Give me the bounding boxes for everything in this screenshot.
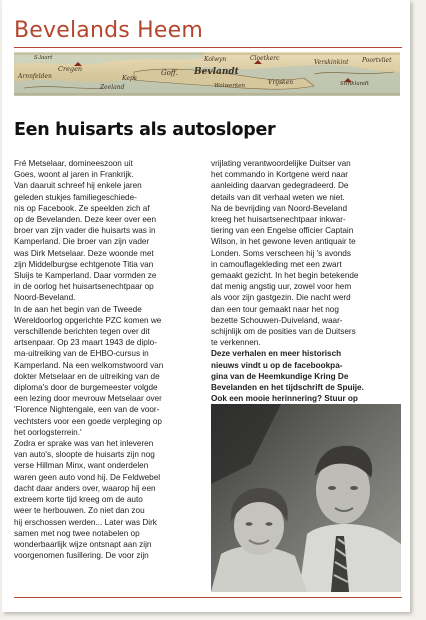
text-line: van auto's, sloopte de huisarts zijn nog: [14, 450, 155, 460]
text-line: als voor zijn gastgezin. Die nacht werd: [211, 293, 351, 303]
article-headline: Een huisarts als autosloper: [14, 120, 276, 140]
notice-line: Ook een mooie herinnering? Stuur op: [211, 394, 358, 404]
text-line: Fré Metselaar, domineeszoon uit: [14, 159, 133, 168]
text-line: dan een tour gemaakt naar het nog: [211, 304, 339, 314]
historic-portrait-photo: [211, 404, 401, 592]
text-line: was Dirk Metselaar. Deze woonde met: [14, 248, 154, 258]
text-line: kreeg het huisartsenechtpaar inkwar-: [211, 215, 346, 225]
text-line: extreem korte tijd kreeg om de auto: [14, 495, 143, 505]
map-label: Wolwerken: [214, 83, 246, 89]
text-line: waren geen auto vond hij. De Feldwebel: [14, 472, 161, 482]
text-line: aanleiding daarvan gedegradeerd. De: [211, 181, 349, 191]
map-label: Poortvliet: [362, 57, 392, 64]
text-line: 'Florence Nightengale, een van de voor-: [14, 405, 160, 415]
antique-map-banner: [14, 52, 400, 96]
article-column-1: [14, 158, 204, 561]
notice-line: gina van de Heemkundige Kring De: [211, 371, 349, 381]
map-label: Vrijsken: [268, 79, 294, 86]
text-line: Goes, woont al jaren in Frankrijk.: [14, 170, 134, 180]
map-label: S.laart: [34, 55, 53, 61]
text-line: het oorlogsterrein.': [14, 427, 82, 437]
text-line: details van dit verhaal weten we niet.: [211, 192, 345, 202]
map-label: Arnnfelden: [18, 73, 52, 80]
notice-line: Deze verhalen en meer historisch: [211, 349, 342, 359]
text-line: het commando in Kortgene werd naar: [211, 170, 348, 180]
text-line: een lezing door mevrouw Metselaar over: [14, 394, 162, 404]
text-line: gemaakt gezicht. In het begin betekende: [211, 271, 359, 281]
notice-line: nieuws vindt u op de facebookpa-: [211, 360, 343, 370]
text-line: verse Hillman Minx, want onderdelen: [14, 461, 149, 471]
text-line: artsenpaar. Op 23 maart 1943 de diplo-: [14, 338, 157, 348]
map-label: Stinklandt: [340, 81, 369, 87]
footer-rule: [14, 597, 402, 598]
text-line: bezette Schouwen-Duiveland, waar-: [211, 315, 343, 325]
map-label: Cregen: [58, 65, 83, 73]
map-label: Keps: [122, 75, 137, 82]
map-label: Kolwyn: [204, 56, 227, 63]
masthead-rule: [14, 47, 402, 48]
magazine-page: [2, 0, 410, 612]
text-line: samen met nog twee notabelen op: [14, 528, 140, 538]
text-line: Wereldoorlog opgerichte PZC komen we: [14, 315, 162, 325]
text-line: weer te herbouwen. Zo niet dan zou: [14, 506, 145, 516]
text-line: verschillende berichten tegen over dit: [14, 327, 150, 337]
text-line: dacht daar anders over, waarop hij een: [14, 483, 156, 493]
map-label: Cloetkerc: [250, 55, 280, 62]
text-line: Noord-Beveland.: [14, 293, 76, 303]
text-line: hij erschossen werden... Later was Dirk: [14, 517, 157, 527]
article-column-2: [211, 158, 404, 427]
text-line: Van daaruit schreef hij enkele jaren: [14, 181, 142, 191]
text-line: wonderbaarlijk wijze ontsnapt aan zijn: [14, 539, 152, 549]
text-line: schijnlijk om de posities van de Duitsers: [211, 327, 356, 337]
text-line: Kamperland. Na een welkomstwoord van: [14, 360, 164, 370]
magazine-masthead: Bevelands Heem: [14, 18, 203, 43]
text-line: Na de bevrijding van Noord-Beveland: [211, 203, 348, 213]
text-line: voorgenomen fusillering. De voor zijn: [14, 551, 149, 561]
text-line: dat menig angstig uur, zowel voor hem: [211, 282, 352, 292]
text-line: Zodra er sprake was van het inleveren: [14, 439, 154, 449]
notice-line: Bevelanden en het tijdschrift de Spuije.: [211, 383, 364, 393]
text-line: Wilson, in het gewone leven antiquair te: [211, 237, 356, 247]
text-line: Londen. Soms verscheen hij 's avonds: [211, 248, 351, 258]
map-label: Verskinkint: [314, 59, 349, 66]
text-line: zijn Middelburgse echtgenote Titia van: [14, 259, 154, 269]
text-line: in de oorlog het huisartsenechtpaar op: [14, 282, 154, 292]
text-line: op de Bevelanden. Deze keer over een: [14, 215, 157, 225]
text-line: te verkennen.: [211, 338, 261, 348]
portrait-illustration: [211, 404, 401, 592]
text-line: ma-uitreiking van de EHBO-cursus in: [14, 349, 149, 359]
text-line: in camouflagekleding met een zwart: [211, 259, 342, 269]
text-line: Sluijs te Kamperland. Daar vormden ze: [14, 271, 157, 281]
text-line: tiering van een Engelse officier Captain: [211, 226, 354, 236]
text-line: broer van zijn vader die huisarts was in: [14, 226, 156, 236]
map-label: Goff.: [161, 69, 178, 77]
map-label: Zeeland: [100, 84, 125, 91]
text-line: In de aan het begin van de Tweede: [14, 304, 142, 314]
text-line: nis op Facebook. Ze speelden zich af: [14, 203, 150, 213]
text-line: diploma's door de burgemeester volgde: [14, 383, 158, 393]
text-line: vrijlating verantwoordelijke Duitser van: [211, 159, 351, 168]
text-line: Kamperland. Die broer van zijn vader: [14, 237, 150, 247]
map-label: Bevlandt: [194, 67, 239, 77]
text-line: geleden stukjes familiegeschiede-: [14, 192, 137, 202]
text-line: dokter Metselaar en de uitreiking van de: [14, 371, 160, 381]
text-line: vechtsters voor een goede verpleging op: [14, 416, 162, 426]
